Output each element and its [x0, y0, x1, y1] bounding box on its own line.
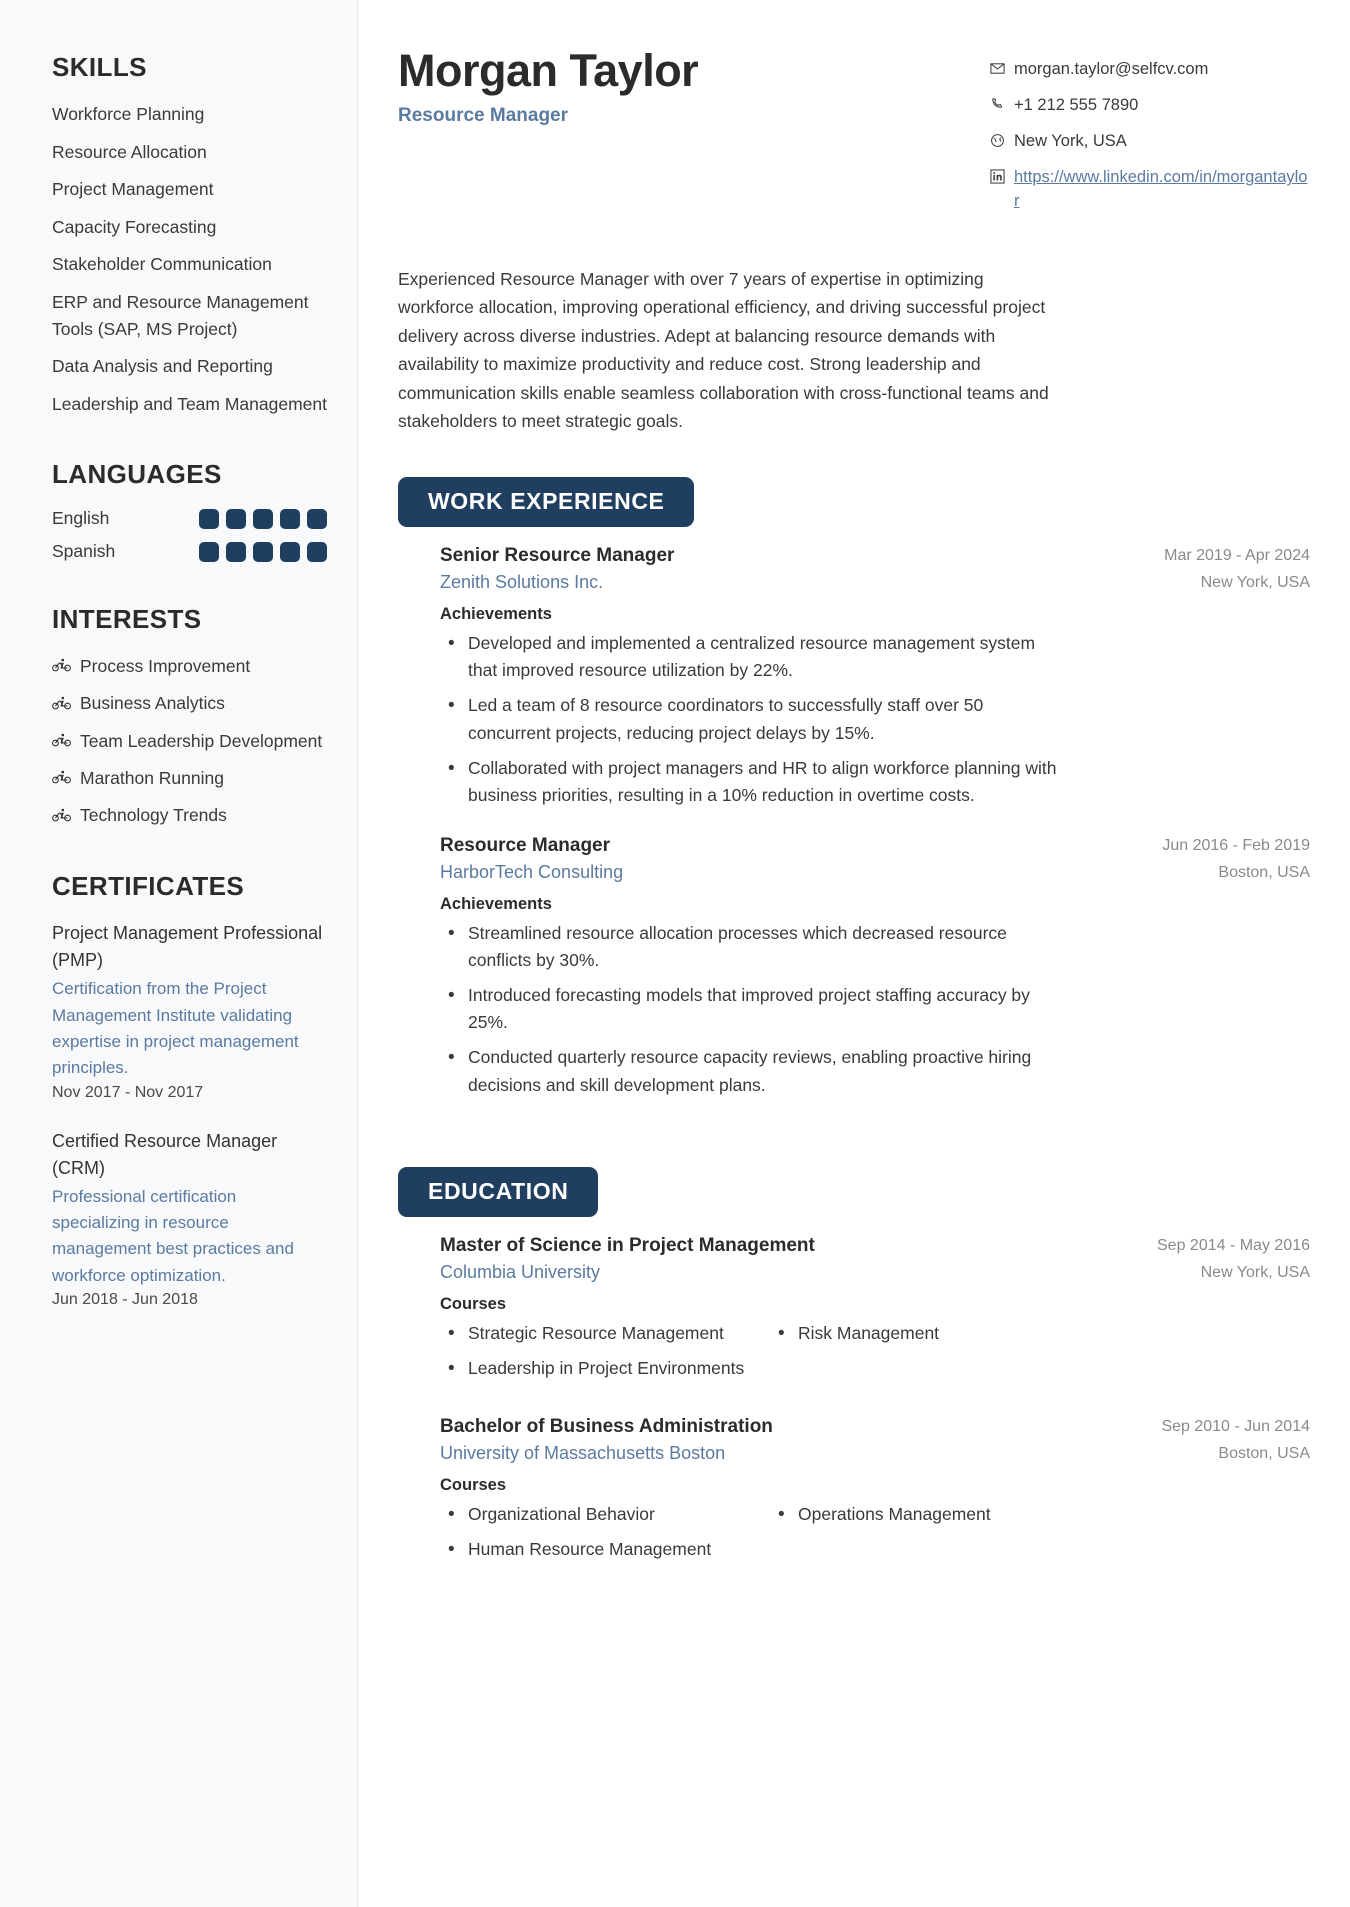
achievement-item: • Introduced forecasting models that improved project staffing accuracy by 25%.	[440, 982, 1065, 1036]
work-experience-list	[398, 545, 1310, 1099]
entry-title: Resource Manager	[440, 834, 611, 856]
entry-sublabel: Achievements	[440, 605, 552, 624]
achievement-item: • Developed and implemented a centralized resource management system that improved resource utilization by 22%.	[440, 630, 1065, 684]
skill-item: Workforce Planning	[52, 104, 205, 124]
course-list	[440, 1501, 1310, 1571]
course-item: • Operations Management	[770, 1501, 1100, 1528]
entry-date: Sep 2014 - May 2016	[1157, 1236, 1310, 1254]
language-level-square	[199, 509, 219, 529]
language-level-square	[280, 509, 300, 529]
interest-item	[52, 653, 327, 679]
education-entry	[398, 1235, 1310, 1390]
certificate-item	[52, 1128, 327, 1309]
contact-block	[990, 46, 1310, 225]
entry-sublabel: Achievements	[440, 894, 552, 913]
entry-header	[440, 1235, 1310, 1283]
achievement-item: • Led a team of 8 resource coordinators to successfully staff over 50 concurrent projects, reducing project delays by 15%.	[440, 692, 1065, 746]
languages-section	[52, 459, 327, 562]
entry-left	[440, 545, 674, 593]
entry-location: New York, USA	[1200, 1263, 1310, 1281]
phone-icon	[990, 96, 1005, 119]
linkedin-icon	[990, 168, 1005, 191]
certificates-heading: CERTIFICATES	[52, 871, 245, 902]
certificate-description: Professional certification specializing in resource management best practices and workforce optimization.	[52, 1186, 294, 1285]
contact-email: morgan.taylor@selfcv.com	[1014, 60, 1209, 78]
entry-header	[440, 1416, 1310, 1464]
skill-item: Project Management	[52, 179, 214, 200]
course-item: • Organizational Behavior	[440, 1501, 770, 1528]
certificate-description: Certification from the Project Management Institute validating expertise in project management principles.	[52, 979, 299, 1078]
course-list	[440, 1320, 1310, 1390]
skills-list	[52, 101, 327, 417]
language-level-meter	[199, 542, 327, 562]
entry-organization: HarborTech Consulting	[440, 861, 624, 882]
skills-section	[52, 52, 327, 417]
contact-linkedin-row	[990, 166, 1310, 214]
entry-right	[1164, 545, 1310, 592]
certificate-date: Nov 2017 - Nov 2017	[52, 1083, 204, 1101]
contact-location: New York, USA	[1014, 132, 1127, 151]
entry-location: Boston, USA	[1218, 1444, 1310, 1462]
education-list	[398, 1235, 1310, 1572]
identity-block	[398, 46, 698, 127]
languages-list	[52, 508, 327, 562]
bicycle-icon	[52, 766, 71, 791]
entry-right	[1161, 1416, 1310, 1463]
achievement-list	[440, 920, 1310, 1099]
skills-heading: SKILLS	[52, 52, 147, 82]
certificate-name: Certified Resource Manager (CRM)	[52, 1130, 278, 1178]
entry-right	[1162, 835, 1310, 882]
interest-label: Marathon Running	[80, 767, 224, 788]
achievement-item: • Streamlined resource allocation processes which decreased resource conflicts by 30%.	[440, 920, 1065, 974]
bicycle-icon	[52, 804, 71, 829]
entry-organization: Columbia University	[440, 1261, 601, 1282]
work-entry	[398, 835, 1310, 1099]
language-level-square	[253, 509, 273, 529]
entry-header	[440, 545, 1310, 593]
entry-date: Sep 2010 - Jun 2014	[1161, 1417, 1310, 1435]
entry-sublabel: Courses	[440, 1475, 507, 1494]
professional-summary: Experienced Resource Manager with over 7 years of expertise in optimizing workforce allocation, improving operational efficiency, and driving successful project delivery across diverse industries. Adept at balancing resource demands with availability to maximize productivity and reduce cost. Strong leadership and communication skills enable seamless collaboration with cross-functional teams and stakeholders to meet strategic goals.	[398, 269, 1049, 431]
skill-item: ERP and Resource Management Tools (SAP, MS Project)	[52, 291, 309, 339]
language-row	[52, 508, 327, 529]
skill-item: Stakeholder Communication	[52, 254, 272, 275]
entry-title: Master of Science in Project Management	[440, 1234, 815, 1256]
header	[398, 46, 1310, 225]
education-banner: EDUCATION	[398, 1167, 598, 1217]
certificate-name: Project Management Professional (PMP)	[52, 923, 323, 971]
interest-label: Team Leadership Development	[80, 730, 323, 751]
interest-item	[52, 728, 327, 754]
bicycle-icon	[52, 729, 71, 754]
entry-left	[440, 1235, 815, 1283]
entry-title: Senior Resource Manager	[440, 545, 675, 567]
course-item: • Strategic Resource Management	[440, 1320, 770, 1347]
entry-date: Jun 2016 - Feb 2019	[1162, 836, 1310, 854]
entry-date: Mar 2019 - Apr 2024	[1164, 547, 1310, 565]
skill-item: Capacity Forecasting	[52, 216, 217, 237]
contact-email-row	[990, 58, 1310, 83]
interest-item	[52, 691, 327, 717]
skill-item: Data Analysis and Reporting	[52, 356, 273, 377]
entry-location: Boston, USA	[1218, 863, 1310, 881]
language-name: Spanish	[52, 541, 116, 562]
language-row	[52, 541, 327, 562]
entry-header	[440, 835, 1310, 883]
language-level-square	[199, 542, 219, 562]
envelope-icon	[990, 60, 1005, 83]
page-title: Morgan Taylor	[398, 45, 699, 96]
language-level-meter	[199, 509, 327, 529]
work-experience-banner: WORK EXPERIENCE	[398, 477, 694, 527]
entry-location: New York, USA	[1200, 574, 1310, 592]
entry-organization: Zenith Solutions Inc.	[440, 572, 604, 593]
main-content	[358, 0, 1350, 1907]
contact-linkedin-link[interactable]: https://www.linkedin.com/in/morgantaylor	[1014, 168, 1308, 211]
entry-right	[1157, 1235, 1310, 1282]
entry-sublabel: Courses	[440, 1294, 507, 1313]
contact-phone: +1 212 555 7890	[1014, 96, 1139, 115]
language-name: English	[52, 508, 110, 529]
entry-left	[440, 835, 623, 883]
education-entry	[398, 1416, 1310, 1571]
sidebar	[0, 0, 358, 1907]
language-level-square	[307, 509, 327, 529]
language-level-square	[280, 542, 300, 562]
interest-item	[52, 803, 327, 829]
certificate-item	[52, 920, 327, 1101]
skill-item: Resource Allocation	[52, 141, 207, 162]
globe-icon	[990, 132, 1005, 155]
interest-label: Process Improvement	[80, 655, 251, 676]
contact-location-row	[990, 130, 1310, 155]
entry-organization: University of Massachusetts Boston	[440, 1442, 726, 1463]
language-level-square	[253, 542, 273, 562]
interests-list	[52, 653, 327, 829]
languages-heading: LANGUAGES	[52, 459, 222, 490]
certificates-list	[52, 920, 327, 1309]
skill-item: Leadership and Team Management	[52, 393, 328, 414]
interest-label: Technology Trends	[80, 805, 227, 826]
interests-section	[52, 604, 327, 829]
language-level-square	[226, 509, 246, 529]
language-level-square	[226, 542, 246, 562]
course-item: • Leadership in Project Environments	[440, 1355, 770, 1382]
achievement-item: • Conducted quarterly resource capacity reviews, enabling proactive hiring decisions and skill development plans.	[440, 1044, 1065, 1098]
achievement-list	[440, 630, 1310, 809]
certificates-section	[52, 871, 327, 1309]
entry-left	[440, 1416, 773, 1464]
course-item: • Human Resource Management	[440, 1536, 770, 1563]
course-item: • Risk Management	[770, 1320, 1100, 1347]
interest-label: Business Analytics	[80, 693, 225, 714]
bicycle-icon	[52, 654, 71, 679]
certificate-date: Jun 2018 - Jun 2018	[52, 1290, 198, 1308]
interest-item	[52, 765, 327, 791]
entry-title: Bachelor of Business Administration	[440, 1415, 773, 1437]
interests-heading: INTERESTS	[52, 604, 202, 635]
contact-phone-row	[990, 94, 1310, 119]
job-role: Resource Manager	[398, 104, 569, 126]
work-entry	[398, 545, 1310, 809]
bicycle-icon	[52, 692, 71, 717]
language-level-square	[307, 542, 327, 562]
achievement-item: • Collaborated with project managers and HR to align workforce planning with business priorities, resulting in a 10% reduction in overtime costs.	[440, 755, 1065, 809]
